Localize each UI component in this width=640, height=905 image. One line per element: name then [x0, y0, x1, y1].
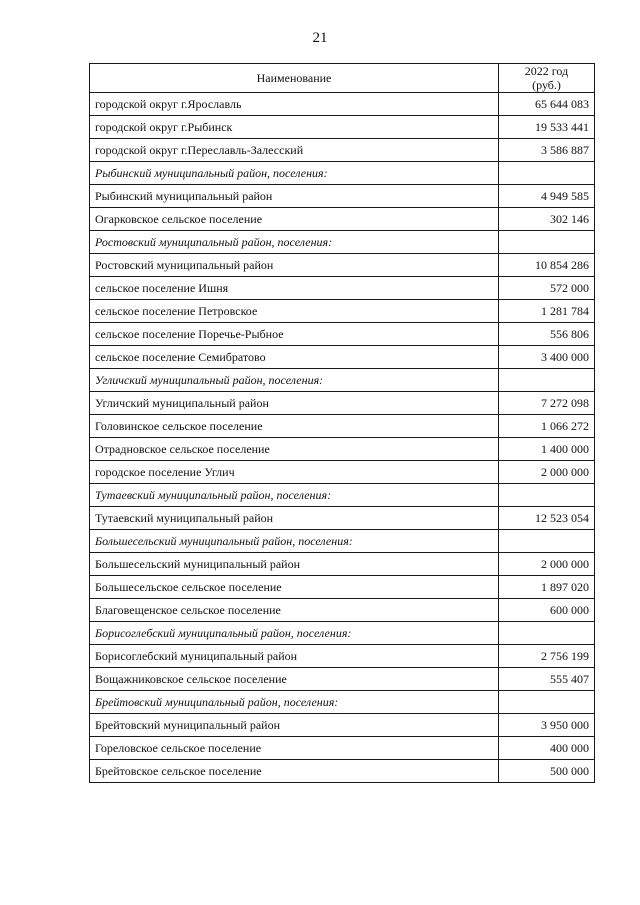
row-value-cell: 302 146 [499, 208, 595, 231]
row-value-cell: 3 400 000 [499, 346, 595, 369]
row-value-cell: 19 533 441 [499, 116, 595, 139]
row-value-cell: 600 000 [499, 599, 595, 622]
row-name-cell: сельское поселение Семибратово [90, 346, 499, 369]
row-value-cell: 2 756 199 [499, 645, 595, 668]
row-value-cell [499, 691, 595, 714]
row-value-cell: 1 066 272 [499, 415, 595, 438]
row-value-cell [499, 231, 595, 254]
row-name-cell: Угличский муниципальный район, поселения: [90, 369, 499, 392]
row-value-cell [499, 530, 595, 553]
row-name-cell: Тутаевский муниципальный район [90, 507, 499, 530]
table-row [90, 576, 595, 599]
row-name-cell: Угличский муниципальный район [90, 392, 499, 415]
row-name-cell: Вощажниковское сельское поселение [90, 668, 499, 691]
table-row [90, 553, 595, 576]
table-group-row [90, 162, 595, 185]
page-number: 21 [312, 30, 328, 46]
row-name-cell: Огарковское сельское поселение [90, 208, 499, 231]
row-name-cell: Брейтовский муниципальный район, поселения: [90, 691, 499, 714]
table-row [90, 208, 595, 231]
row-name-cell: Гореловское сельское поселение [90, 737, 499, 760]
row-name-cell: сельское поселение Петровское [90, 300, 499, 323]
row-value-cell: 1 281 784 [499, 300, 595, 323]
column-header-unit: (руб.) [532, 78, 561, 92]
row-value-cell [499, 369, 595, 392]
table-row [90, 668, 595, 691]
row-name-cell: Борисоглебский муниципальный район, поселения: [90, 622, 499, 645]
table-row [90, 346, 595, 369]
column-header-value [499, 64, 595, 93]
row-value-cell: 555 407 [499, 668, 595, 691]
table-row [90, 507, 595, 530]
row-name-cell: городской округ г.Рыбинск [90, 116, 499, 139]
row-value-cell [499, 162, 595, 185]
table-group-row [90, 691, 595, 714]
row-name-cell: Отрадновское сельское поселение [90, 438, 499, 461]
table-row [90, 116, 595, 139]
budget-table [89, 63, 595, 783]
row-name-cell: Большесельское сельское поселение [90, 576, 499, 599]
table-row [90, 139, 595, 162]
row-name-cell: Рыбинский муниципальный район, поселения: [90, 162, 499, 185]
table-row [90, 277, 595, 300]
table-row [90, 714, 595, 737]
row-value-cell: 2 000 000 [499, 553, 595, 576]
row-name-cell: Тутаевский муниципальный район, поселения: [90, 484, 499, 507]
row-name-cell: Брейтовский муниципальный район [90, 714, 499, 737]
table-header-row [90, 64, 595, 93]
table-row [90, 461, 595, 484]
table-row [90, 185, 595, 208]
row-value-cell: 12 523 054 [499, 507, 595, 530]
table-group-row [90, 231, 595, 254]
row-value-cell: 1 897 020 [499, 576, 595, 599]
row-name-cell: Ростовский муниципальный район [90, 254, 499, 277]
table-row [90, 760, 595, 783]
row-value-cell [499, 484, 595, 507]
table-row [90, 645, 595, 668]
table-row [90, 254, 595, 277]
row-value-cell: 400 000 [499, 737, 595, 760]
table-row [90, 300, 595, 323]
column-header-name: Наименование [90, 64, 499, 93]
table-body [90, 93, 595, 783]
table-group-row [90, 484, 595, 507]
table-row [90, 323, 595, 346]
table-row [90, 599, 595, 622]
row-name-cell: Брейтовское сельское поселение [90, 760, 499, 783]
row-value-cell: 1 400 000 [499, 438, 595, 461]
row-value-cell: 4 949 585 [499, 185, 595, 208]
row-value-cell: 2 000 000 [499, 461, 595, 484]
row-name-cell: сельское поселение Поречье-Рыбное [90, 323, 499, 346]
row-name-cell: Благовещенское сельское поселение [90, 599, 499, 622]
row-value-cell: 3 586 887 [499, 139, 595, 162]
table-row [90, 93, 595, 116]
table-row [90, 392, 595, 415]
row-name-cell: городской округ г.Ярославль [90, 93, 499, 116]
table-row [90, 737, 595, 760]
row-value-cell: 3 950 000 [499, 714, 595, 737]
row-value-cell: 7 272 098 [499, 392, 595, 415]
row-value-cell [499, 622, 595, 645]
table-group-row [90, 530, 595, 553]
row-value-cell: 556 806 [499, 323, 595, 346]
table-group-row [90, 622, 595, 645]
row-name-cell: Ростовский муниципальный район, поселения: [90, 231, 499, 254]
row-value-cell: 572 000 [499, 277, 595, 300]
row-name-cell: городской округ г.Переславль-Залесский [90, 139, 499, 162]
table-row [90, 438, 595, 461]
table-row [90, 415, 595, 438]
row-value-cell: 65 644 083 [499, 93, 595, 116]
row-name-cell: Головинское сельское поселение [90, 415, 499, 438]
row-name-cell: городское поселение Углич [90, 461, 499, 484]
row-name-cell: Большесельский муниципальный район, поселения: [90, 530, 499, 553]
column-header-year: 2022 год [524, 64, 569, 78]
row-name-cell: Борисоглебский муниципальный район [90, 645, 499, 668]
row-value-cell: 10 854 286 [499, 254, 595, 277]
row-name-cell: сельское поселение Ишня [90, 277, 499, 300]
table-group-row [90, 369, 595, 392]
row-name-cell: Большесельский муниципальный район [90, 553, 499, 576]
row-name-cell: Рыбинский муниципальный район [90, 185, 499, 208]
row-value-cell: 500 000 [499, 760, 595, 783]
